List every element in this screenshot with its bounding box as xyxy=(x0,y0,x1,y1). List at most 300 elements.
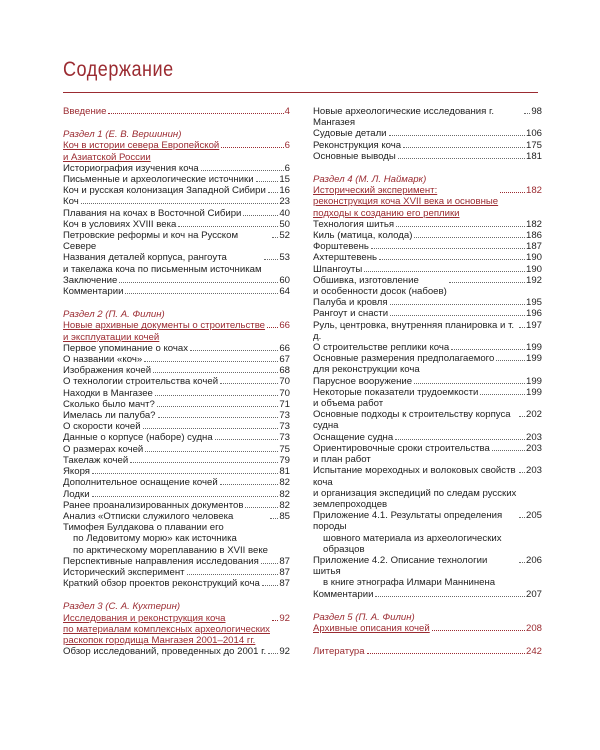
toc-entry[interactable] xyxy=(313,106,542,128)
entry-line: Ахтерштевень xyxy=(313,252,377,264)
entry-line: Обзор исследований, проведенных до 2001 г. xyxy=(63,646,267,658)
toc-entry[interactable] xyxy=(63,286,290,297)
page-number: 205 xyxy=(525,510,542,522)
toc-entry[interactable] xyxy=(63,399,290,410)
toc-entry[interactable] xyxy=(63,252,290,274)
section-label: Раздел 5 xyxy=(313,611,356,623)
dot-leader xyxy=(158,417,279,418)
entry-line: Сколько было мачт? xyxy=(63,398,155,410)
toc-entry[interactable] xyxy=(63,455,290,466)
entry-line: Основные подходы к строительству корпуса судна xyxy=(313,409,511,432)
entry-line: Введение xyxy=(63,106,107,117)
entry-title xyxy=(63,343,188,354)
toc-entry[interactable] xyxy=(313,353,542,375)
entry-title xyxy=(63,455,128,466)
entry-line: Дополнительное оснащение кочей xyxy=(63,477,218,489)
dot-leader xyxy=(449,282,525,283)
entry-line: Историография изучения коча xyxy=(63,162,199,174)
dot-leader xyxy=(451,349,525,350)
page-number: 60 xyxy=(279,274,290,286)
toc-entry[interactable] xyxy=(63,208,290,219)
toc-entry[interactable] xyxy=(313,555,542,589)
toc-entry[interactable] xyxy=(63,578,290,589)
toc-entry[interactable] xyxy=(313,646,542,657)
dot-leader xyxy=(519,517,525,518)
dot-leader xyxy=(524,113,530,114)
section-author: (С. А. Кухтерин) xyxy=(105,601,181,613)
entry-title xyxy=(313,409,517,431)
entry-line: Тимофея Булдакова о плавании его xyxy=(63,522,224,534)
dot-leader xyxy=(155,395,278,396)
entry-title xyxy=(63,489,90,500)
dot-leader xyxy=(364,271,525,272)
entry-line: Коч в истории севера Европейской xyxy=(63,140,220,152)
page-number: 190 xyxy=(525,252,542,264)
page-number: 82 xyxy=(279,488,290,500)
page-number: 50 xyxy=(279,218,290,230)
entry-line: реконструкция коча XVII века и основные xyxy=(313,196,499,208)
page-number: 70 xyxy=(279,387,290,399)
dot-leader xyxy=(395,439,525,440)
dot-leader xyxy=(272,237,278,238)
toc-entry[interactable] xyxy=(63,421,290,432)
entry-title xyxy=(63,106,106,117)
toc-section xyxy=(63,129,290,297)
dot-leader xyxy=(262,585,279,586)
entry-title xyxy=(313,387,478,409)
dot-leader xyxy=(272,620,278,621)
entry-title xyxy=(313,219,394,230)
entry-title xyxy=(63,252,262,274)
section-heading xyxy=(313,612,542,623)
toc-entry[interactable] xyxy=(313,465,542,510)
page-number: 203 xyxy=(525,465,542,477)
toc-entry[interactable] xyxy=(313,376,542,387)
entry-title xyxy=(313,230,412,241)
entry-title xyxy=(313,353,494,375)
entry-line: и особенности досок (набоев) xyxy=(313,286,447,298)
section-title-text xyxy=(63,320,265,342)
entry-title xyxy=(63,421,141,432)
entry-line: Находки в Мангазее xyxy=(63,387,153,399)
section-heading xyxy=(63,309,290,320)
entry-title xyxy=(313,342,449,353)
toc-entry[interactable] xyxy=(313,443,542,465)
entry-title xyxy=(63,275,117,286)
toc-entry[interactable] xyxy=(313,219,542,230)
page-number: 87 xyxy=(279,578,290,590)
entry-title xyxy=(63,444,143,455)
dot-leader xyxy=(371,248,525,249)
entry-line: Коч и русская колонизация Западной Сибири xyxy=(63,185,266,197)
entry-line: Письменные и археологические источники xyxy=(63,174,254,186)
entry-title xyxy=(63,163,199,174)
entry-title xyxy=(313,140,401,151)
toc-entry[interactable] xyxy=(63,477,290,488)
toc-entry[interactable] xyxy=(313,264,542,275)
toc-entry[interactable] xyxy=(313,241,542,252)
page-number: 75 xyxy=(279,443,290,455)
entry-line: Данные о корпусе (наборе) судна xyxy=(63,432,213,444)
entry-line: раскопок городища Мангазея 2001–2014 гг. xyxy=(63,634,256,646)
dot-leader xyxy=(108,113,283,114)
entry-title xyxy=(63,646,266,657)
toc-entry[interactable] xyxy=(63,556,290,567)
dot-leader xyxy=(92,496,279,497)
page-number: 66 xyxy=(279,342,290,354)
entry-title xyxy=(313,443,490,465)
page-number: 87 xyxy=(279,566,290,578)
entry-title xyxy=(63,399,155,410)
toc-entry[interactable] xyxy=(63,567,290,578)
dot-leader xyxy=(267,327,278,328)
dot-leader xyxy=(221,147,283,148)
entry-line: по материалам комплексных археологических xyxy=(63,623,270,635)
page-number: 106 xyxy=(525,128,542,140)
dot-leader xyxy=(144,361,278,362)
entry-line: в книге этнографа Илмари Маннинена xyxy=(323,577,496,589)
entry-line: Изображения кочей xyxy=(63,365,152,377)
section-author: (П. А. Филин) xyxy=(105,309,165,321)
dot-leader xyxy=(157,406,279,407)
dot-leader xyxy=(519,416,525,417)
page-number: 68 xyxy=(279,365,290,377)
entry-line: подходы к созданию его реплики xyxy=(313,207,460,219)
toc-entry[interactable] xyxy=(63,489,290,500)
page-number: 71 xyxy=(279,398,290,410)
entry-title xyxy=(63,500,243,511)
toc-entry[interactable] xyxy=(63,500,290,511)
section-title[interactable] xyxy=(313,623,542,634)
page-number: 175 xyxy=(525,139,542,151)
entry-line: Литература xyxy=(313,646,365,658)
dot-leader xyxy=(398,158,525,159)
dot-leader xyxy=(220,484,279,485)
toc-entry[interactable] xyxy=(63,365,290,376)
entry-line: Основные размерения предполагаемого xyxy=(313,353,495,365)
page-number: 199 xyxy=(525,342,542,354)
entry-line: Заключение xyxy=(63,274,118,286)
section-title[interactable] xyxy=(313,185,542,219)
entry-line: О размерах кочей xyxy=(63,443,144,455)
toc-entry[interactable] xyxy=(63,106,290,117)
toc-entry[interactable] xyxy=(63,376,290,387)
dot-leader xyxy=(519,472,525,473)
entry-title xyxy=(63,230,270,252)
toc-left-column xyxy=(63,106,290,657)
dot-leader xyxy=(379,259,525,260)
page-number: 92 xyxy=(279,612,290,624)
toc-section xyxy=(313,106,542,162)
page-number: 186 xyxy=(525,230,542,242)
entry-line: Оснащение судна xyxy=(313,431,394,443)
toc-section xyxy=(63,106,290,117)
dot-leader xyxy=(519,327,525,328)
title-divider xyxy=(63,92,538,93)
dot-leader xyxy=(201,170,284,171)
entry-title xyxy=(63,567,185,578)
entry-line: Форштевень xyxy=(313,241,369,253)
entry-line: Реконструкция коча xyxy=(313,139,402,151)
toc-entry[interactable] xyxy=(63,354,290,365)
page-number: 242 xyxy=(525,646,542,658)
entry-line: О технологии строительства кочей xyxy=(63,376,219,388)
section-label: Раздел 4 xyxy=(313,174,356,186)
toc-entry[interactable] xyxy=(63,174,290,185)
toc-entry[interactable] xyxy=(63,275,290,286)
toc-entry[interactable] xyxy=(313,275,542,297)
entry-line: Лодки xyxy=(63,488,90,500)
entry-line: Архивные описания кочей xyxy=(313,622,430,634)
entry-line: и эксплуатации кочей xyxy=(63,331,160,343)
dot-leader xyxy=(220,383,278,384)
page-number: 199 xyxy=(525,353,542,365)
dot-leader xyxy=(243,215,278,216)
entry-title xyxy=(313,106,522,128)
toc-entry[interactable] xyxy=(63,163,290,174)
dot-leader xyxy=(261,563,278,564)
entry-title xyxy=(313,646,365,657)
entry-line: Плавания на кочах в Восточной Сибири xyxy=(63,207,242,219)
entry-title xyxy=(63,286,123,297)
entry-title xyxy=(63,174,254,185)
entry-line: Якоря xyxy=(63,466,90,478)
dot-leader xyxy=(190,350,278,351)
toc-entry[interactable] xyxy=(63,432,290,443)
dot-leader xyxy=(519,562,525,563)
dot-leader xyxy=(81,203,279,204)
page-number: 15 xyxy=(279,174,290,186)
toc-entry[interactable] xyxy=(63,219,290,230)
dot-leader xyxy=(268,192,278,193)
toc-entry[interactable] xyxy=(63,185,290,196)
entry-title xyxy=(313,320,517,342)
toc-entry[interactable] xyxy=(63,511,290,556)
section-heading xyxy=(313,174,542,185)
page-number: 6 xyxy=(284,162,290,174)
toc-right-column xyxy=(313,106,542,657)
page-number: 64 xyxy=(279,286,290,298)
entry-title xyxy=(63,477,218,488)
page-number: 187 xyxy=(525,241,542,253)
toc-entry[interactable] xyxy=(313,510,542,555)
section-author: (М. Л. Наймарк) xyxy=(355,174,427,186)
section-title[interactable] xyxy=(63,613,290,647)
entry-line: Парусное вооружение xyxy=(313,375,413,387)
entry-line: Перспективные направления исследования xyxy=(63,555,259,567)
toc-entry[interactable] xyxy=(313,409,542,431)
entry-title xyxy=(313,376,412,387)
entry-line: Новые архивные документы о строительстве xyxy=(63,320,266,332)
toc-entry[interactable] xyxy=(313,308,542,319)
entry-title xyxy=(63,511,268,556)
dot-leader xyxy=(178,226,278,227)
toc-entry[interactable] xyxy=(313,320,542,342)
page-number: 182 xyxy=(525,185,542,197)
dot-leader xyxy=(92,473,278,474)
dot-leader xyxy=(145,451,278,452)
page-number: 190 xyxy=(525,263,542,275)
entry-line: Анализ «Отписки служилого человека xyxy=(63,510,234,522)
entry-line: Комментарии xyxy=(313,588,374,600)
entry-title xyxy=(63,466,90,477)
section-title[interactable] xyxy=(63,320,290,342)
entry-line: Испытание мореходных и волоковых свойств коча xyxy=(313,465,516,488)
dot-leader xyxy=(403,147,525,148)
toc-section xyxy=(313,612,542,634)
toc-entry[interactable] xyxy=(313,342,542,353)
page-number: 208 xyxy=(525,622,542,634)
toc-entry[interactable] xyxy=(63,466,290,477)
entry-line: Приложение 4.1. Результаты определения породы xyxy=(313,510,503,533)
page-number: 192 xyxy=(525,274,542,286)
dot-leader xyxy=(492,450,525,451)
page-number: 6 xyxy=(284,140,290,152)
page-number: 70 xyxy=(279,376,290,388)
dot-leader xyxy=(143,428,279,429)
section-title[interactable] xyxy=(63,140,290,162)
dot-leader xyxy=(256,181,279,182)
page-number: 66 xyxy=(279,320,290,332)
toc-entry[interactable] xyxy=(313,432,542,443)
dot-leader xyxy=(389,135,525,136)
toc-section xyxy=(63,601,290,657)
page-number: 207 xyxy=(525,588,542,600)
entry-line: О строительстве реплики коча xyxy=(313,342,450,354)
dot-leader xyxy=(245,507,278,508)
page-number: 53 xyxy=(279,252,290,264)
entry-title xyxy=(313,151,396,162)
entry-line: Имелась ли палуба? xyxy=(63,410,156,422)
section-heading xyxy=(63,601,290,612)
entry-title xyxy=(313,555,517,589)
entry-line: Названия деталей корпуса, рангоута xyxy=(63,252,227,264)
dot-leader xyxy=(414,237,525,238)
entry-title xyxy=(313,589,373,600)
page-number: 92 xyxy=(279,646,290,658)
entry-line: Коч xyxy=(63,196,79,208)
entry-line: Некоторые показатели трудоемкости xyxy=(313,386,479,398)
entry-line: Судовые детали xyxy=(313,128,387,140)
entry-title xyxy=(63,376,218,387)
toc-entry[interactable] xyxy=(63,343,290,354)
entry-line: для реконструкции коча xyxy=(313,364,420,376)
toc-entry[interactable] xyxy=(63,410,290,421)
toc-entry[interactable] xyxy=(313,128,542,139)
dot-leader xyxy=(270,518,278,519)
entry-line: О скорости кочей xyxy=(63,421,141,433)
dot-leader xyxy=(153,372,278,373)
page-number: 52 xyxy=(279,230,290,242)
entry-line: Обшивка, изготовление xyxy=(313,274,419,286)
entry-line: по арктическому мореплаванию в XVII веке xyxy=(73,544,268,556)
page-number: 82 xyxy=(279,477,290,489)
page-number: 87 xyxy=(279,555,290,567)
section-label: Раздел 1 xyxy=(63,129,106,141)
page-number: 23 xyxy=(279,196,290,208)
entry-title xyxy=(313,128,387,139)
dot-leader xyxy=(390,315,525,316)
toc-entry[interactable] xyxy=(313,140,542,151)
entry-title xyxy=(63,219,176,230)
dot-leader xyxy=(414,383,525,384)
entry-line: и объема работ xyxy=(313,398,384,410)
dot-leader xyxy=(264,259,279,260)
entry-line: Исследования и реконструкция коча xyxy=(63,612,226,624)
entry-line: Краткий обзор проектов реконструкций коча xyxy=(63,578,260,590)
page-number: 4 xyxy=(284,106,290,117)
section-title-text xyxy=(313,185,498,219)
entry-line: О названии «коч» xyxy=(63,354,143,366)
toc-entry[interactable] xyxy=(63,646,290,657)
entry-line: Киль (матица, колода) xyxy=(313,230,413,242)
section-label: Раздел 2 xyxy=(63,309,106,321)
page-number: 73 xyxy=(279,432,290,444)
dot-leader xyxy=(375,596,525,597)
section-label: Раздел 3 xyxy=(63,601,106,613)
entry-line: Исторический эксперимент xyxy=(63,566,185,578)
toc-section xyxy=(313,646,542,657)
toc-entry[interactable] xyxy=(313,151,542,162)
entry-line: шовного материала из археологических образцов xyxy=(323,532,502,555)
entry-title xyxy=(63,432,213,443)
page-number: 67 xyxy=(279,354,290,366)
dot-leader xyxy=(119,282,278,283)
toc-entry[interactable] xyxy=(313,230,542,241)
dot-leader xyxy=(268,653,278,654)
toc-entry[interactable] xyxy=(63,196,290,207)
entry-line: Палуба и кровля xyxy=(313,297,388,309)
page-number: 73 xyxy=(279,410,290,422)
entry-title xyxy=(313,510,517,555)
entry-title xyxy=(313,241,369,252)
dot-leader xyxy=(496,360,525,361)
entry-line: Приложение 4.2. Описание технологии шитья xyxy=(313,554,488,578)
section-author: (Е. В. Вершинин) xyxy=(105,129,182,141)
page-number: 202 xyxy=(525,409,542,421)
page-number: 197 xyxy=(525,319,542,331)
toc-entry[interactable] xyxy=(63,230,290,252)
entry-title xyxy=(63,388,153,399)
entry-line: по Ледовитому морю» как источника xyxy=(73,533,237,545)
entry-line: Исторический эксперимент: xyxy=(313,185,438,197)
dot-leader xyxy=(187,574,279,575)
toc-entry[interactable] xyxy=(313,252,542,263)
page-number: 199 xyxy=(525,386,542,398)
entry-title xyxy=(63,208,241,219)
dot-leader xyxy=(367,653,525,654)
entry-title xyxy=(63,354,142,365)
entry-title xyxy=(313,308,388,319)
dot-leader xyxy=(130,462,278,463)
section-author: (П. А. Филин) xyxy=(355,611,415,623)
entry-line: и Азиатской России xyxy=(63,151,151,163)
toc-entry[interactable] xyxy=(63,388,290,399)
entry-line: Основные выводы xyxy=(313,150,396,162)
page-number: 79 xyxy=(279,454,290,466)
dot-leader xyxy=(480,394,525,395)
dot-leader xyxy=(500,192,525,193)
dot-leader xyxy=(432,630,525,631)
toc-entry[interactable] xyxy=(313,387,542,409)
toc-entry[interactable] xyxy=(63,444,290,455)
toc-entry[interactable] xyxy=(313,297,542,308)
entry-title xyxy=(63,556,259,567)
toc-entry[interactable] xyxy=(313,589,542,600)
page-number: 85 xyxy=(279,510,290,522)
toc-section xyxy=(63,309,290,589)
entry-line: и такелажа коча по письменным источникам xyxy=(63,263,262,275)
